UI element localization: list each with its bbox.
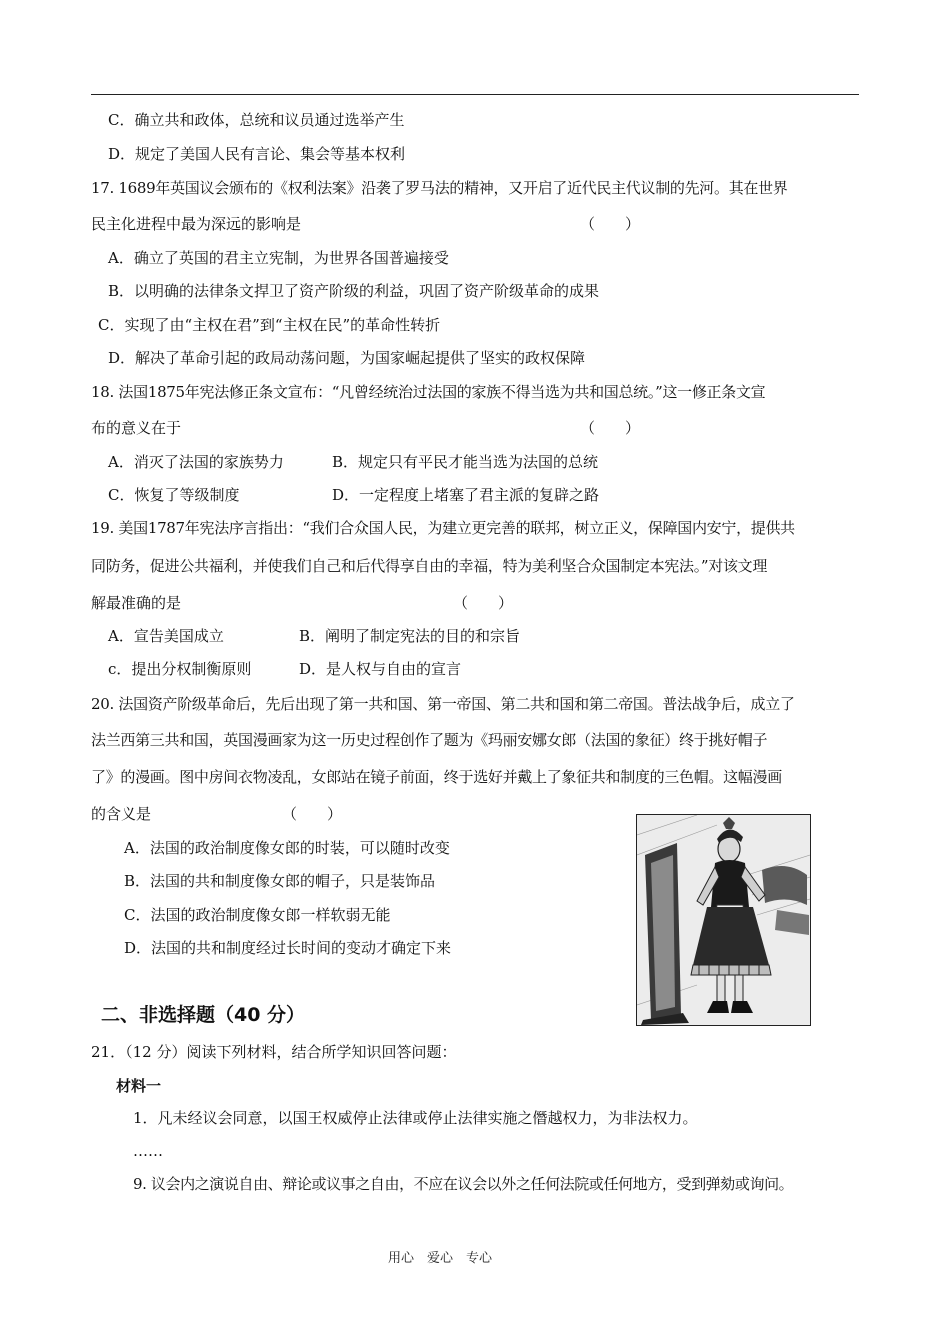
q18-option-b: B．规定只有平民才能当选为法国的总统 (332, 453, 599, 471)
q19-stem-line1: 19. 美国1787年宪法序言指出：“我们合众国人民，为建立更完善的联邦，树立正义，保障国内安宁，提供共 (91, 519, 795, 537)
q19-stem-line2: 同防务，促进公共福利，并使我们自己和后代得享自由的幸福，特为美利坚合众国制定本宪法。”对该文理 (91, 557, 768, 575)
q19-option-c: c．提出分权制衡原则 (108, 660, 252, 678)
material-one-item1: 1．凡未经议会同意，以国王权威停止法律或停止法律实施之僭越权力，为非法权力。 (133, 1109, 698, 1127)
q18-option-c: C．恢复了等级制度 (108, 486, 240, 504)
q16-option-c: C．确立共和政体，总统和议员通过选举产生 (108, 111, 405, 129)
q20-option-c: C．法国的政治制度像女郎一样软弱无能 (124, 906, 391, 924)
q18-answer-blank: （ ） (580, 419, 641, 437)
q20-stem-line4: 的含义是 (91, 805, 152, 823)
q19-option-d: D．是人权与自由的宣言 (299, 660, 462, 678)
page-footer: 用心 爱心 专心 (388, 1251, 493, 1266)
material-one-item9: 9. 议会内之演说自由、辩论或议事之自由，不应在议会以外之任何法院或任何地方，受到弹劾或询问。 (133, 1175, 794, 1193)
q19-option-b: B．阐明了制定宪法的目的和宗旨 (299, 627, 521, 645)
q17-answer-blank: （ ） (580, 215, 641, 233)
q18-stem-line2: 布的意义在于 (91, 419, 182, 437)
q19-option-a: A．宣告美国成立 (108, 627, 224, 645)
material-one-label: 材料一 (116, 1077, 162, 1095)
q17-option-d: D．解决了革命引起的政局动荡问题，为国家崛起提供了坚实的政权保障 (108, 349, 586, 367)
header-rule (91, 94, 859, 95)
q18-stem-line1: 18. 法国1875年宪法修正条文宣布：“凡曾经统治过法国的家族不得当选为共和国总统。”这一修正条文宣 (91, 383, 766, 401)
q17-option-c: C．实现了由“主权在君”到“主权在民”的革命性转折 (98, 316, 441, 334)
q20-answer-blank: （ ） (282, 805, 343, 823)
q20-stem-line1: 20. 法国资产阶级革命后，先后出现了第一共和国、第一帝国、第二共和国和第二帝国。普法战争后，成立了 (91, 695, 795, 713)
q21-intro: 21．（12 分）阅读下列材料，结合所学知识回答问题： (91, 1043, 457, 1061)
q20-stem-line2: 法兰西第三共和国，英国漫画家为这一历史过程创作了题为《玛丽安娜女郎（法国的象征）终于挑好帽子 (91, 731, 768, 749)
q19-stem-line3: 解最准确的是 (91, 594, 182, 612)
q20-option-b: B．法国的共和制度像女郎的帽子，只是装饰品 (124, 872, 436, 890)
q17-stem-line2: 民主化进程中最为深远的影响是 (91, 215, 302, 233)
q18-option-d: D．一定程度上堵塞了君主派的复辟之路 (332, 486, 600, 504)
q16-option-d: D．规定了美国人民有言论、集会等基本权利 (108, 145, 406, 163)
marianne-cartoon-illustration (636, 814, 811, 1026)
section-heading-non-choice: 二、非选择题（40 分） (101, 1004, 306, 1026)
q20-option-a: A．法国的政治制度像女郎的时装，可以随时改变 (124, 839, 450, 857)
q19-answer-blank: （ ） (453, 594, 514, 612)
q17-option-a: A．确立了英国的君主立宪制，为世界各国普遍接受 (108, 249, 449, 267)
q18-option-a: A．消灭了法国的家族势力 (108, 453, 284, 471)
q17-stem-line1: 17. 1689年英国议会颁布的《权利法案》沿袭了罗马法的精神，又开启了近代民主代议制的先河。其在世界 (91, 179, 788, 197)
material-one-ellipsis: …… (133, 1142, 163, 1160)
q20-option-d: D．法国的共和制度经过长时间的变动才确定下来 (124, 939, 452, 957)
q17-option-b: B．以明确的法律条文捍卫了资产阶级的利益，巩固了资产阶级革命的成果 (108, 282, 600, 300)
q20-stem-line3: 了》的漫画。图中房间衣物凌乱，女郎站在镜子前面，终于选好并戴上了象征共和制度的三色帽。这幅漫画 (91, 768, 782, 786)
